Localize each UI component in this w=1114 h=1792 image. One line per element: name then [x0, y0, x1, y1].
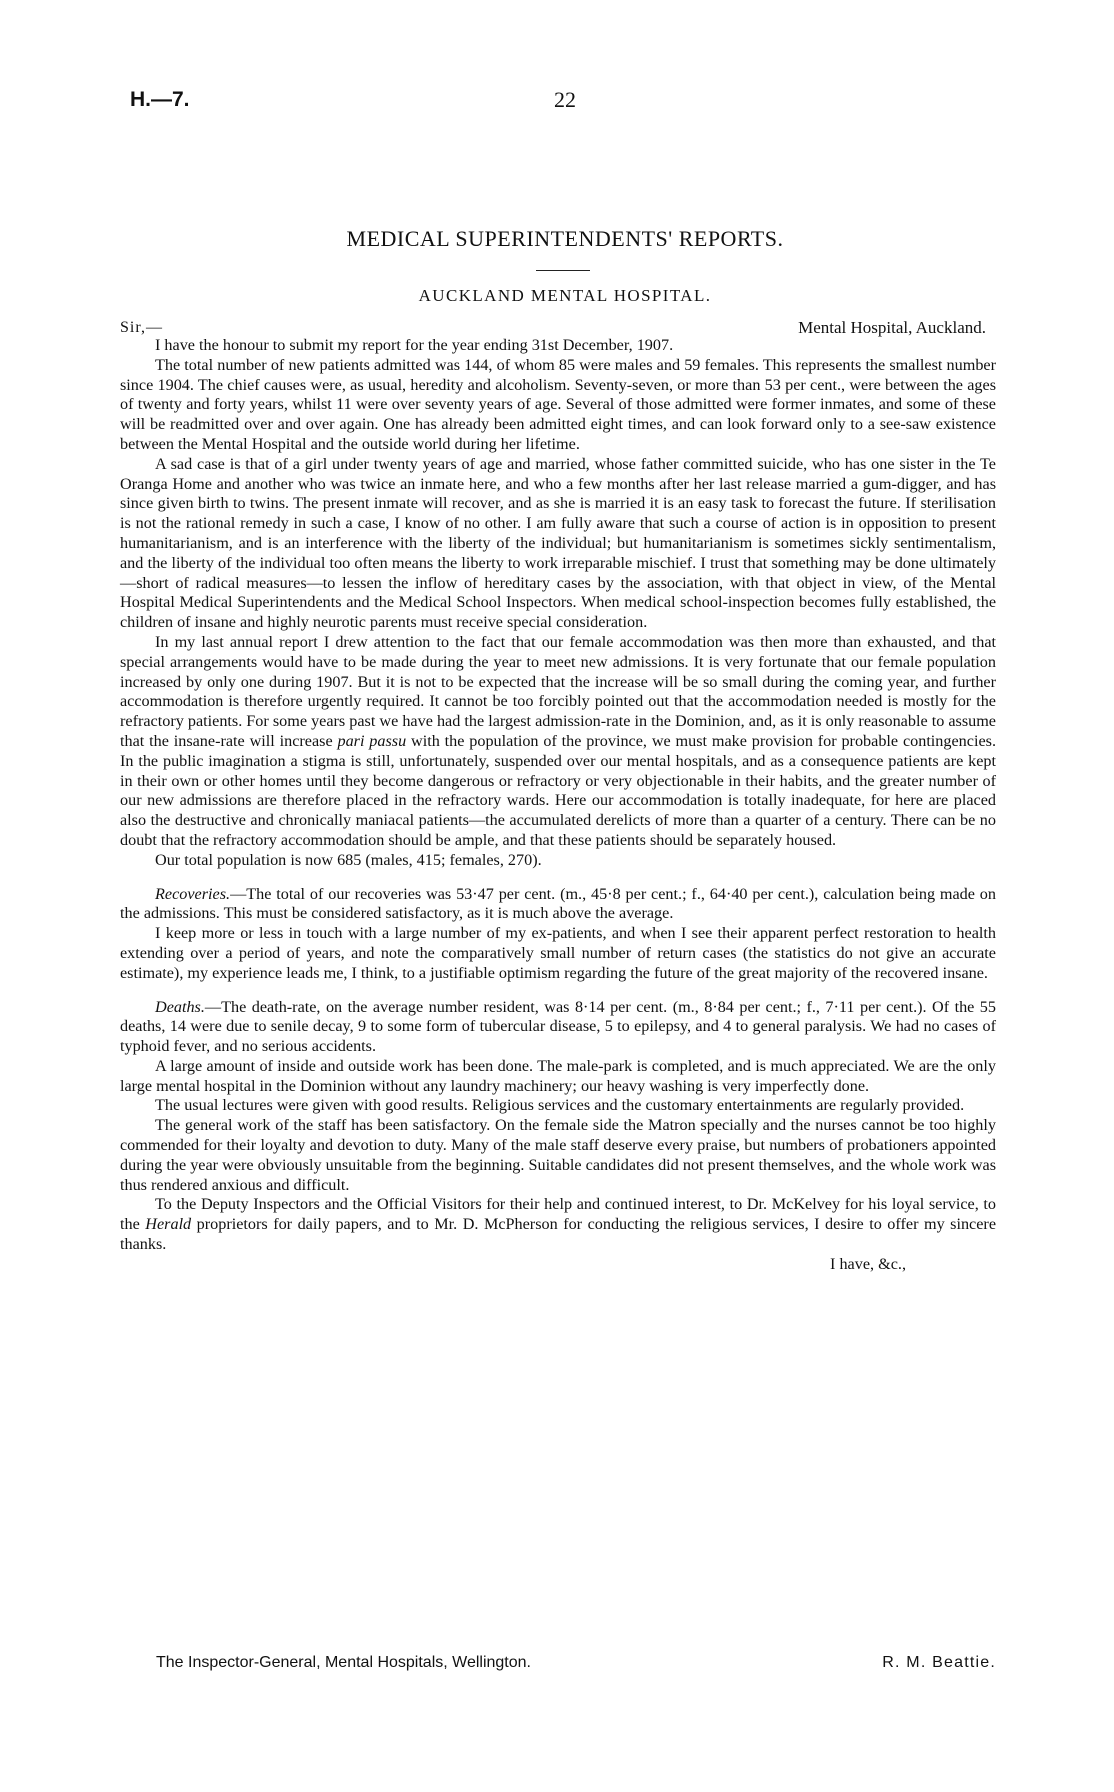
paragraph-deaths: Deaths.—The death-rate, on the average number resident, was 8·14 per cent. (m., 8·84 per cent.; f., 7·11 per cent.). Of the 55 deaths, 14 were due to senile decay, 9 to some form of tubercular disease, 5 to epilepsy, and 4 to general paralysis. We had no cases of typhoid fever, and no serious accidents. — [120, 997, 996, 1056]
signature: R. M. Beattie. — [882, 1654, 996, 1671]
page-header — [130, 87, 1000, 120]
recipient: The Inspector-General, Mental Hospitals, Wellington. — [156, 1654, 531, 1671]
title-divider — [536, 270, 590, 271]
closing-phrase: I have, &c., — [830, 1254, 906, 1273]
paragraph-recoveries: Recoveries.—The total of our recoveries was 53·47 per cent. (m., 45·8 per cent.; f., 64·40 per cent.), calculation being made on the admissions. This must be considered satisfactory, as it is much above the average. — [120, 884, 996, 923]
paragraph-sad-case: A sad case is that of a girl under twenty years of age and married, whose father committed suicide, who has one sister in the Te Oranga Home and another who was twice an inmate here, and who a few months after her last release married a gum-digger, and has since given birth to twins. The present inmate will recover, and as she is married it is an easy task to forecast the future. If sterilisation is not the rational remedy in such a case, I know of no other. I am fully aware that such a course of action is in opposition to present humanitarianism, and is an interference with the liberty of the individual; but humanitarianism is sometimes sickly sentimentalism, and the liberty of the individual too often means the liberty to work irreparable mischief. I trust that something may be done ultimately—short of radical measures—to lessen the inflow of hereditary cases by the association, with that object in view, of the Mental Hospital Medical Superintendents and the Medical School Inspectors. When medical school-inspection becomes fully established, the children of insane and highly neurotic parents must receive special consideration. — [120, 454, 996, 632]
paragraph-staff: The general work of the staff has been satisfactory. On the female side the Matron specially and the nurses cannot be too highly commended for their loyalty and devotion to duty. Many of the male staff deserve every praise, but numbers of probationers appointed during the year were obviously unsuitable from the beginning. Suitable candidates did not present themselves, and the whole work was thus rendered anxious and difficult. — [120, 1116, 996, 1194]
salutation: Sir,— — [120, 319, 164, 336]
paragraph-lectures: The usual lectures were given with good results. Religious services and the customary entertainments are regularly provided. — [155, 1096, 965, 1115]
page-number: 22 — [554, 87, 576, 112]
report-body — [120, 336, 996, 1275]
paragraph-accommodation: In my last annual report I drew attention to the fact that our female accommodation was then more than exhausted, and that special arrangements would have to be made during the year to meet new admissions. It is very fortunate that our female population increased by only one during 1907. But it is not to be expected that the increase will be so small during the coming year, and further accommodation is therefore urgently required. It cannot be too forcibly pointed out that the accommodation needed is mostly for the refractory patients. For some years past we have had the largest admission-rate in the Dominion, and, as it is only reasonable to assume that the insane-rate will increase pari passu with the population of the province, we must make provision for probable contingencies. In the public imagination a stigma is still, unfortunately, suspended over our mental hospitals, and as a consequence patients are kept in their own or other homes until they become dangerous or refractory or very objectionable in their habits, and the greater number of our new admissions are therefore placed in the refractory wards. Here our accommodation is totally inadequate, for here are placed also the destructive and chronically maniacal patients—the accumulated derelicts of more than a quarter of a century. There can be no doubt that the refractory accommodation should be ample, and that these patients should be separately housed. — [120, 632, 996, 849]
paragraph-admissions: The total number of new patients admitted was 144, of whom 85 were males and 59 females. This represents the smallest number since 1904. The chief causes were, as usual, heredity and alcoholism. Seventy-seven, or more than 53 per cent., were between the ages of twenty and forty years, whilst 11 were over seventy years of age. Several of those admitted were former inmates, and some of these will be readmitted over and over again. One has already been admitted eight times, and can look forward only to a see-saw existence between the Mental Hospital and the outside world during her lifetime. — [120, 355, 996, 453]
paragraph-works: A large amount of inside and outside work has been done. The male-park is completed, and is much appreciated. We are the only large mental hospital in the Dominion without any laundry machinery; our heavy washing is very imperfectly done. — [120, 1056, 996, 1095]
paragraph-thanks: To the Deputy Inspectors and the Official Visitors for their help and continued interest, to Dr. McKelvey for his loyal service, to the Herald proprietors for daily papers, and to Mr. D. McPherson for conducting the religious services, I desire to offer my sincere thanks. — [120, 1195, 997, 1254]
letter-footer — [156, 1653, 996, 1675]
series-number: H.—7. — [130, 88, 190, 111]
section-title: AUCKLAND MENTAL HOSPITAL. — [418, 286, 712, 305]
sender-address: Mental Hospital, Auckland. — [798, 318, 986, 337]
page-title: MEDICAL SUPERINTENDENTS' REPORTS. — [346, 226, 784, 251]
paragraph-population: Our total population is now 685 (males, 415; females, 270). — [155, 850, 542, 869]
paragraph-intro: I have the honour to submit my report for the year ending 31st December, 1907. — [155, 336, 674, 354]
paragraph-ex-patients: I keep more or less in touch with a large number of my ex-patients, and when I see their apparent perfect restoration to health extending over a period of years, and note the comparatively small number of return cases (the statistics do not give an accurate estimate), my experience leads me, I think, to a justifiable optimism regarding the future of the great majority of the recovered insane. — [120, 924, 996, 982]
